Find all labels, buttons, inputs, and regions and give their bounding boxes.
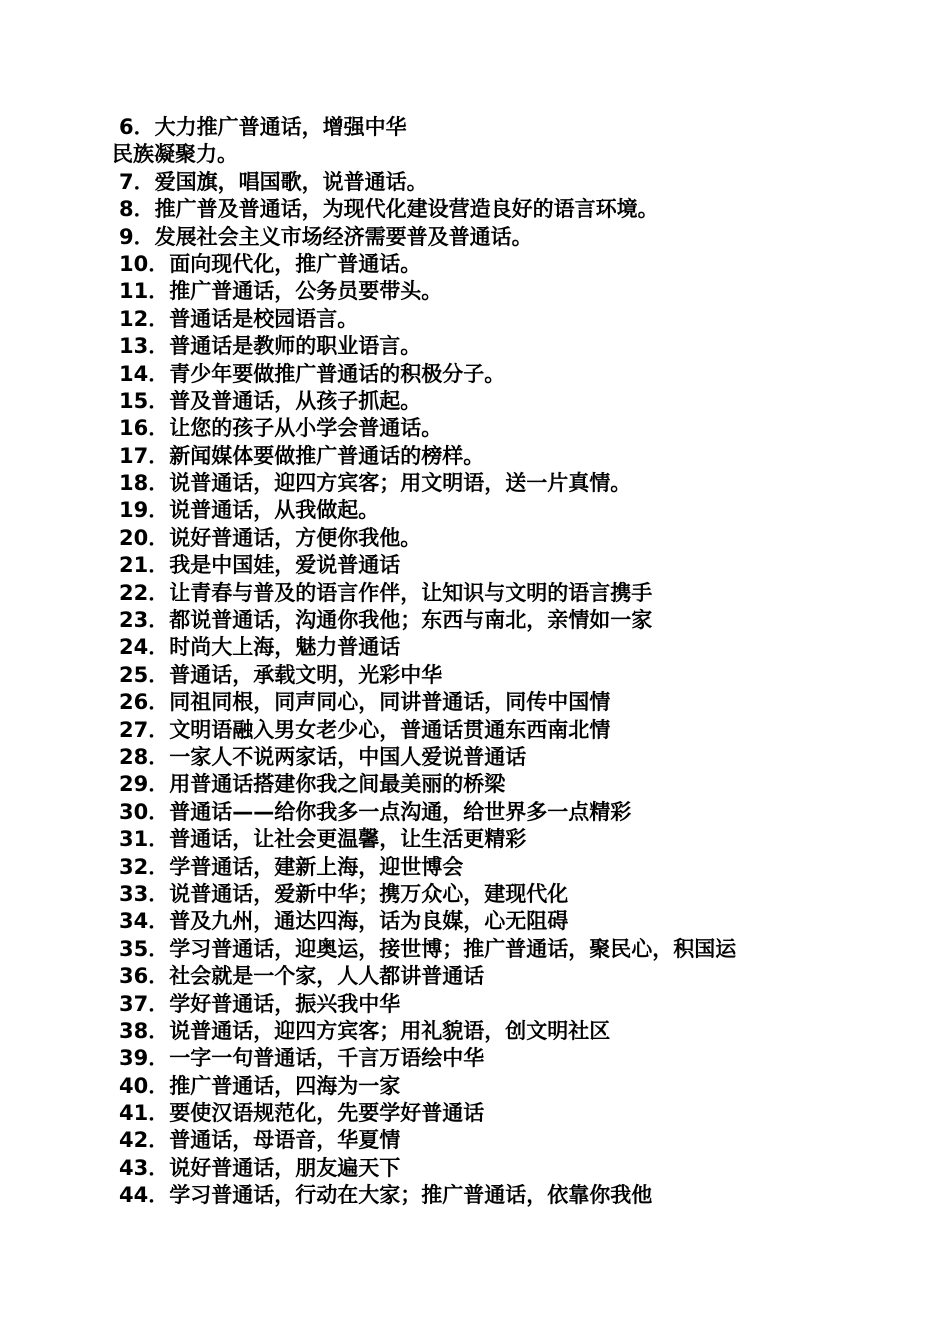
slogan-line: 43．说好普通话，朋友遍天下 — [119, 1155, 401, 1180]
slogan-line: 22．让青春与普及的语言作伴，让知识与文明的语言携手 — [119, 580, 653, 605]
slogan-line: 38．说普通话，迎四方宾客；用礼貌语，创文明社区 — [119, 1018, 611, 1043]
slogan-line: 30．普通话——给你我多一点沟通，给世界多一点精彩 — [119, 799, 632, 824]
slogan-line: 6．大力推广普通话，增强中华 — [119, 115, 407, 139]
slogan-line: 8．推广普及普通话，为现代化建设营造良好的语言环境。 — [119, 197, 659, 222]
slogan-line: 28．一家人不说两家话，中国人爱说普通话 — [119, 744, 527, 769]
slogan-line: 29．用普通话搭建你我之间最美丽的桥梁 — [119, 772, 506, 797]
slogan-line: 9．发展社会主义市场经济需要普及普通话。 — [119, 224, 533, 249]
slogan-line: 23．都说普通话，沟通你我他；东西与南北，亲情如一家 — [119, 608, 653, 633]
slogan-line: 12．普通话是校园语言。 — [119, 306, 359, 331]
slogan-line: 16．让您的孩子从小学会普通话。 — [119, 416, 443, 441]
slogan-line: 11．推广普通话，公务员要带头。 — [119, 279, 443, 304]
slogan-line: 19．说普通话，从我做起。 — [119, 498, 380, 523]
slogan-line: 35．学习普通话，迎奥运，接世博；推广普通话，聚民心，积国运 — [119, 936, 737, 961]
slogan-line: 18．说普通话，迎四方宾客；用文明语，送一片真情。 — [119, 471, 632, 496]
slogan-line: 37．学好普通话，振兴我中华 — [119, 991, 401, 1016]
slogan-line — [112, 1264, 912, 1291]
slogan-line: 26．同祖同根，同声同心，同讲普通话，同传中国情 — [119, 690, 611, 715]
slogan-line: 24．时尚大上海，魅力普通话 — [119, 635, 401, 660]
slogan-line: 10．面向现代化，推广普通话。 — [119, 251, 422, 276]
slogan-line: 34．普及九州，通达四海，话为良媒，心无阻碍 — [119, 909, 569, 934]
slogan-line: 15．普及普通话，从孩子抓起。 — [119, 388, 422, 413]
slogan-line: 7．爱国旗，唱国歌，说普通话。 — [119, 169, 428, 194]
slogan-line: 17．新闻媒体要做推广普通话的榜样。 — [119, 443, 485, 468]
slogan-line: 41．要使汉语规范化，先要学好普通话 — [119, 1101, 485, 1126]
slogan-line: 31．普通话，让社会更温馨，让生活更精彩 — [119, 827, 527, 852]
slogan-line: 33．说普通话，爱新中华；携万众心，建现代化 — [119, 881, 569, 906]
slogan-line: 14．青少年要做推广普通话的积极分子。 — [119, 361, 506, 386]
slogan-list — [112, 114, 912, 1319]
slogan-line: 40．推广普通话，四海为一家 — [119, 1073, 401, 1098]
slogan-line: 39．一字一句普通话，千言万语绘中华 — [119, 1046, 485, 1071]
slogan-line — [112, 1237, 912, 1264]
slogan-line: 13．普通话是教师的职业语言。 — [119, 334, 422, 359]
slogan-line: 42．普通话，母语音，华夏情 — [119, 1128, 401, 1153]
slogan-line: 32．学普通话，建新上海，迎世博会 — [119, 854, 464, 879]
slogan-line: 20．说好普通话，方便你我他。 — [119, 525, 422, 550]
slogan-line — [112, 1292, 912, 1319]
slogan-line: 21．我是中国娃，爱说普通话 — [119, 553, 401, 578]
slogan-line: 36．社会就是一个家，人人都讲普通话 — [119, 964, 485, 989]
slogan-line: 27．文明语融入男女老少心，普通话贯通东西南北情 — [119, 717, 611, 742]
slogan-line: 44．学习普通话，行动在大家；推广普通话，依靠你我他 — [119, 1183, 653, 1208]
slogan-line: 民族凝聚力。 — [112, 142, 238, 167]
slogan-line — [112, 1210, 912, 1237]
slogan-line: 25．普通话，承载文明，光彩中华 — [119, 662, 443, 687]
